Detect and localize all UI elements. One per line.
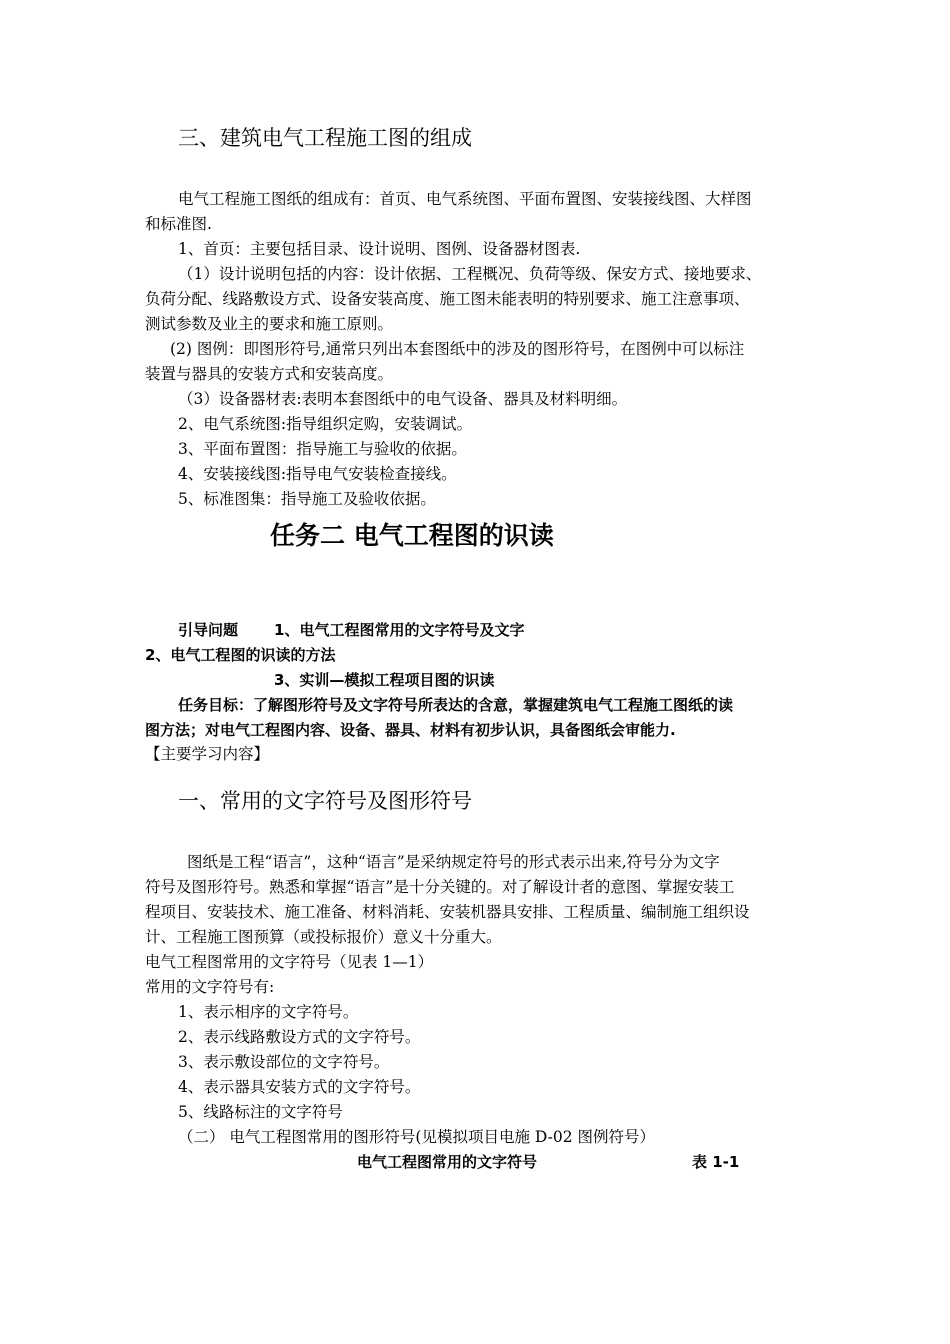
graphic-symbol-reference: （二） 电气工程图常用的图形符号(见模拟项目电施 D-02 图例符号）: [178, 1128, 656, 1146]
table-reference: 电气工程图常用的文字符号（见表 1—1）: [145, 953, 434, 971]
list-item: 2、电气系统图:指导组织定购，安装调试。: [178, 415, 473, 433]
paragraph-line: 测试参数及业主的要求和施工原则。: [145, 315, 394, 333]
paragraph-line: (2) 图例：即图形符号,通常只列出本套图纸中的涉及的图形符号，在图例中可以标注: [170, 340, 745, 358]
task-goal-line: 任务目标：了解图形符号及文字符号所表达的含意，掌握建筑电气工程施工图纸的读: [178, 696, 734, 714]
section-heading-symbols: 一、常用的文字符号及图形符号: [178, 789, 472, 813]
guide-questions-line: [178, 620, 524, 640]
list-item: 5、线路标注的文字符号: [178, 1103, 343, 1121]
list-label: 常用的文字符号有:: [145, 978, 275, 996]
paragraph-line: 电气工程施工图纸的组成有：首页、电气系统图、平面布置图、安装接线图、大样图: [178, 190, 752, 208]
paragraph-line: 负荷分配、线路敷设方式、设备安装高度、施工图未能表明的特别要求、施工注意事项、: [145, 290, 750, 308]
paragraph-line: 装置与器具的安装方式和安装高度。: [145, 365, 394, 383]
paragraph-line: 和标准图.: [145, 215, 212, 233]
section-heading-composition: 三、建筑电气工程施工图的组成: [178, 126, 472, 150]
paragraph-line: 计、工程施工图预算（或投标报价）意义十分重大。: [145, 928, 502, 946]
table-number: 表 1-1: [692, 1153, 740, 1171]
list-item: 1、表示相序的文字符号。: [178, 1003, 359, 1021]
guide-label: 引导问题: [178, 621, 239, 639]
guide-question-3: 3、实训—模拟工程项目图的识读: [274, 671, 495, 689]
list-item: 5、标准图集：指导施工及验收依据。: [178, 490, 436, 508]
list-item: （3）设备器材表:表明本套图纸中的电气设备、器具及材料明细。: [178, 390, 628, 408]
list-item: 1、首页：主要包括目录、设计说明、图例、设备器材图表.: [178, 240, 581, 258]
list-item: 3、表示敷设部位的文字符号。: [178, 1053, 390, 1071]
paragraph-line: 符号及图形符号。熟悉和掌握“语言”是十分关键的。对了解设计者的意图、掌握安装工: [145, 878, 735, 896]
list-item: 4、表示器具安装方式的文字符号。: [178, 1078, 421, 1096]
list-item: 4、安装接线图:指导电气安装检查接线。: [178, 465, 457, 483]
task-goal-line: 图方法；对电气工程图内容、设备、器具、材料有初步认识，具备图纸会审能力.: [145, 721, 676, 739]
guide-question-2: 2、电气工程图的识读的方法: [145, 646, 336, 664]
main-content-label: 【主要学习内容】: [145, 745, 270, 763]
list-item: 2、表示线路敷设方式的文字符号。: [178, 1028, 421, 1046]
task-title: 任务二 电气工程图的识读: [270, 521, 554, 550]
list-item: 3、平面布置图：指导施工与验收的依据。: [178, 440, 467, 458]
paragraph-line: 程项目、安装技术、施工准备、材料消耗、安装机器具安排、工程质量、编制施工组织设: [145, 903, 750, 921]
guide-question-1: 1、电气工程图常用的文字符号及文字: [274, 621, 525, 639]
paragraph-line: （1）设计说明包括的内容：设计依据、工程概况、负荷等级、保安方式、接地要求、: [178, 265, 762, 283]
table-caption: 电气工程图常用的文字符号: [357, 1153, 538, 1171]
paragraph-line: 图纸是工程“语言”，这种“语言”是采纳规定符号的形式表示出来,符号分为文字: [187, 853, 720, 871]
